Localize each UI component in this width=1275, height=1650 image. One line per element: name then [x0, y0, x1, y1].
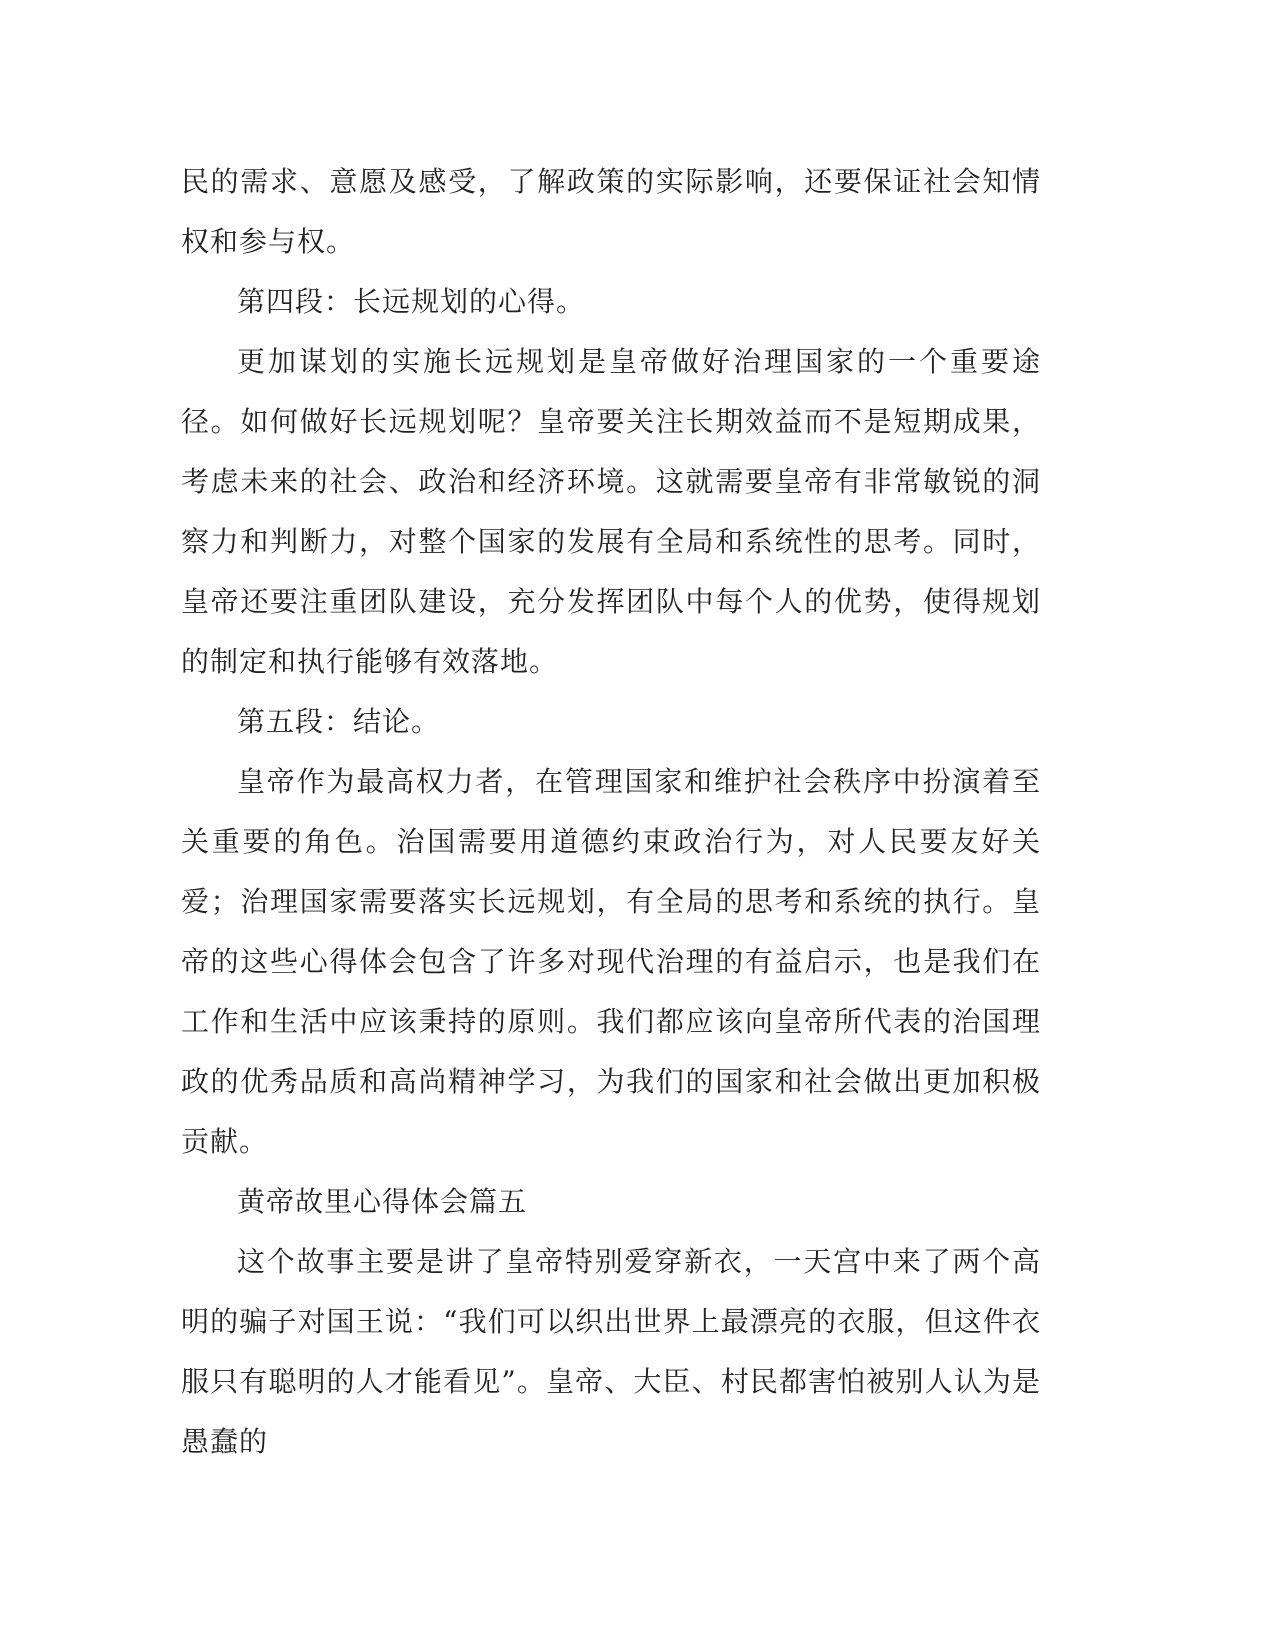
section-heading-5: 第五段：结论。	[237, 705, 441, 738]
section-heading-4: 第四段：长远规划的心得。	[237, 285, 586, 318]
paragraph-continuation: 民的需求、意愿及感受，了解政策的实际影响，还要保证社会知情权和参与权。	[181, 165, 1041, 258]
paragraph-story: 这个故事主要是讲了皇帝特别爱穿新衣，一天宫中来了两个高明的骗子对国王说：“我们可以织出世界上最漂亮的衣服，但这件衣服只有聪明的人才能看见”。皇帝、大臣、村民都害怕被别人认为是愚蠢的	[181, 1245, 1041, 1458]
document-body	[181, 152, 1041, 1472]
paragraph-conclusion: 皇帝作为最高权力者，在管理国家和维护社会秩序中扮演着至关重要的角色。治国需要用道德约束政治行为，对人民要友好关爱；治理国家需要落实长远规划，有全局的思考和系统的执行。皇帝的这些心得体会包含了许多对现代治理的有益启示，也是我们在工作和生活中应该秉持的原则。我们都应该向皇帝所代表的治国理政的优秀品质和高尚精神学习，为我们的国家和社会做出更加积极贡献。	[181, 765, 1041, 1158]
paragraph-long-term-planning: 更加谋划的实施长远规划是皇帝做好治理国家的一个重要途径。如何做好长远规划呢？皇帝要关注长期效益而不是短期成果，考虑未来的社会、政治和经济环境。这就需要皇帝有非常敏锐的洞察力和判断力，对整个国家的发展有全局和系统性的思考。同时，皇帝还要注重团队建设，充分发挥团队中每个人的优势，使得规划的制定和执行能够有效落地。	[181, 345, 1041, 678]
article-title: 黄帝故里心得体会篇五	[237, 1185, 528, 1218]
